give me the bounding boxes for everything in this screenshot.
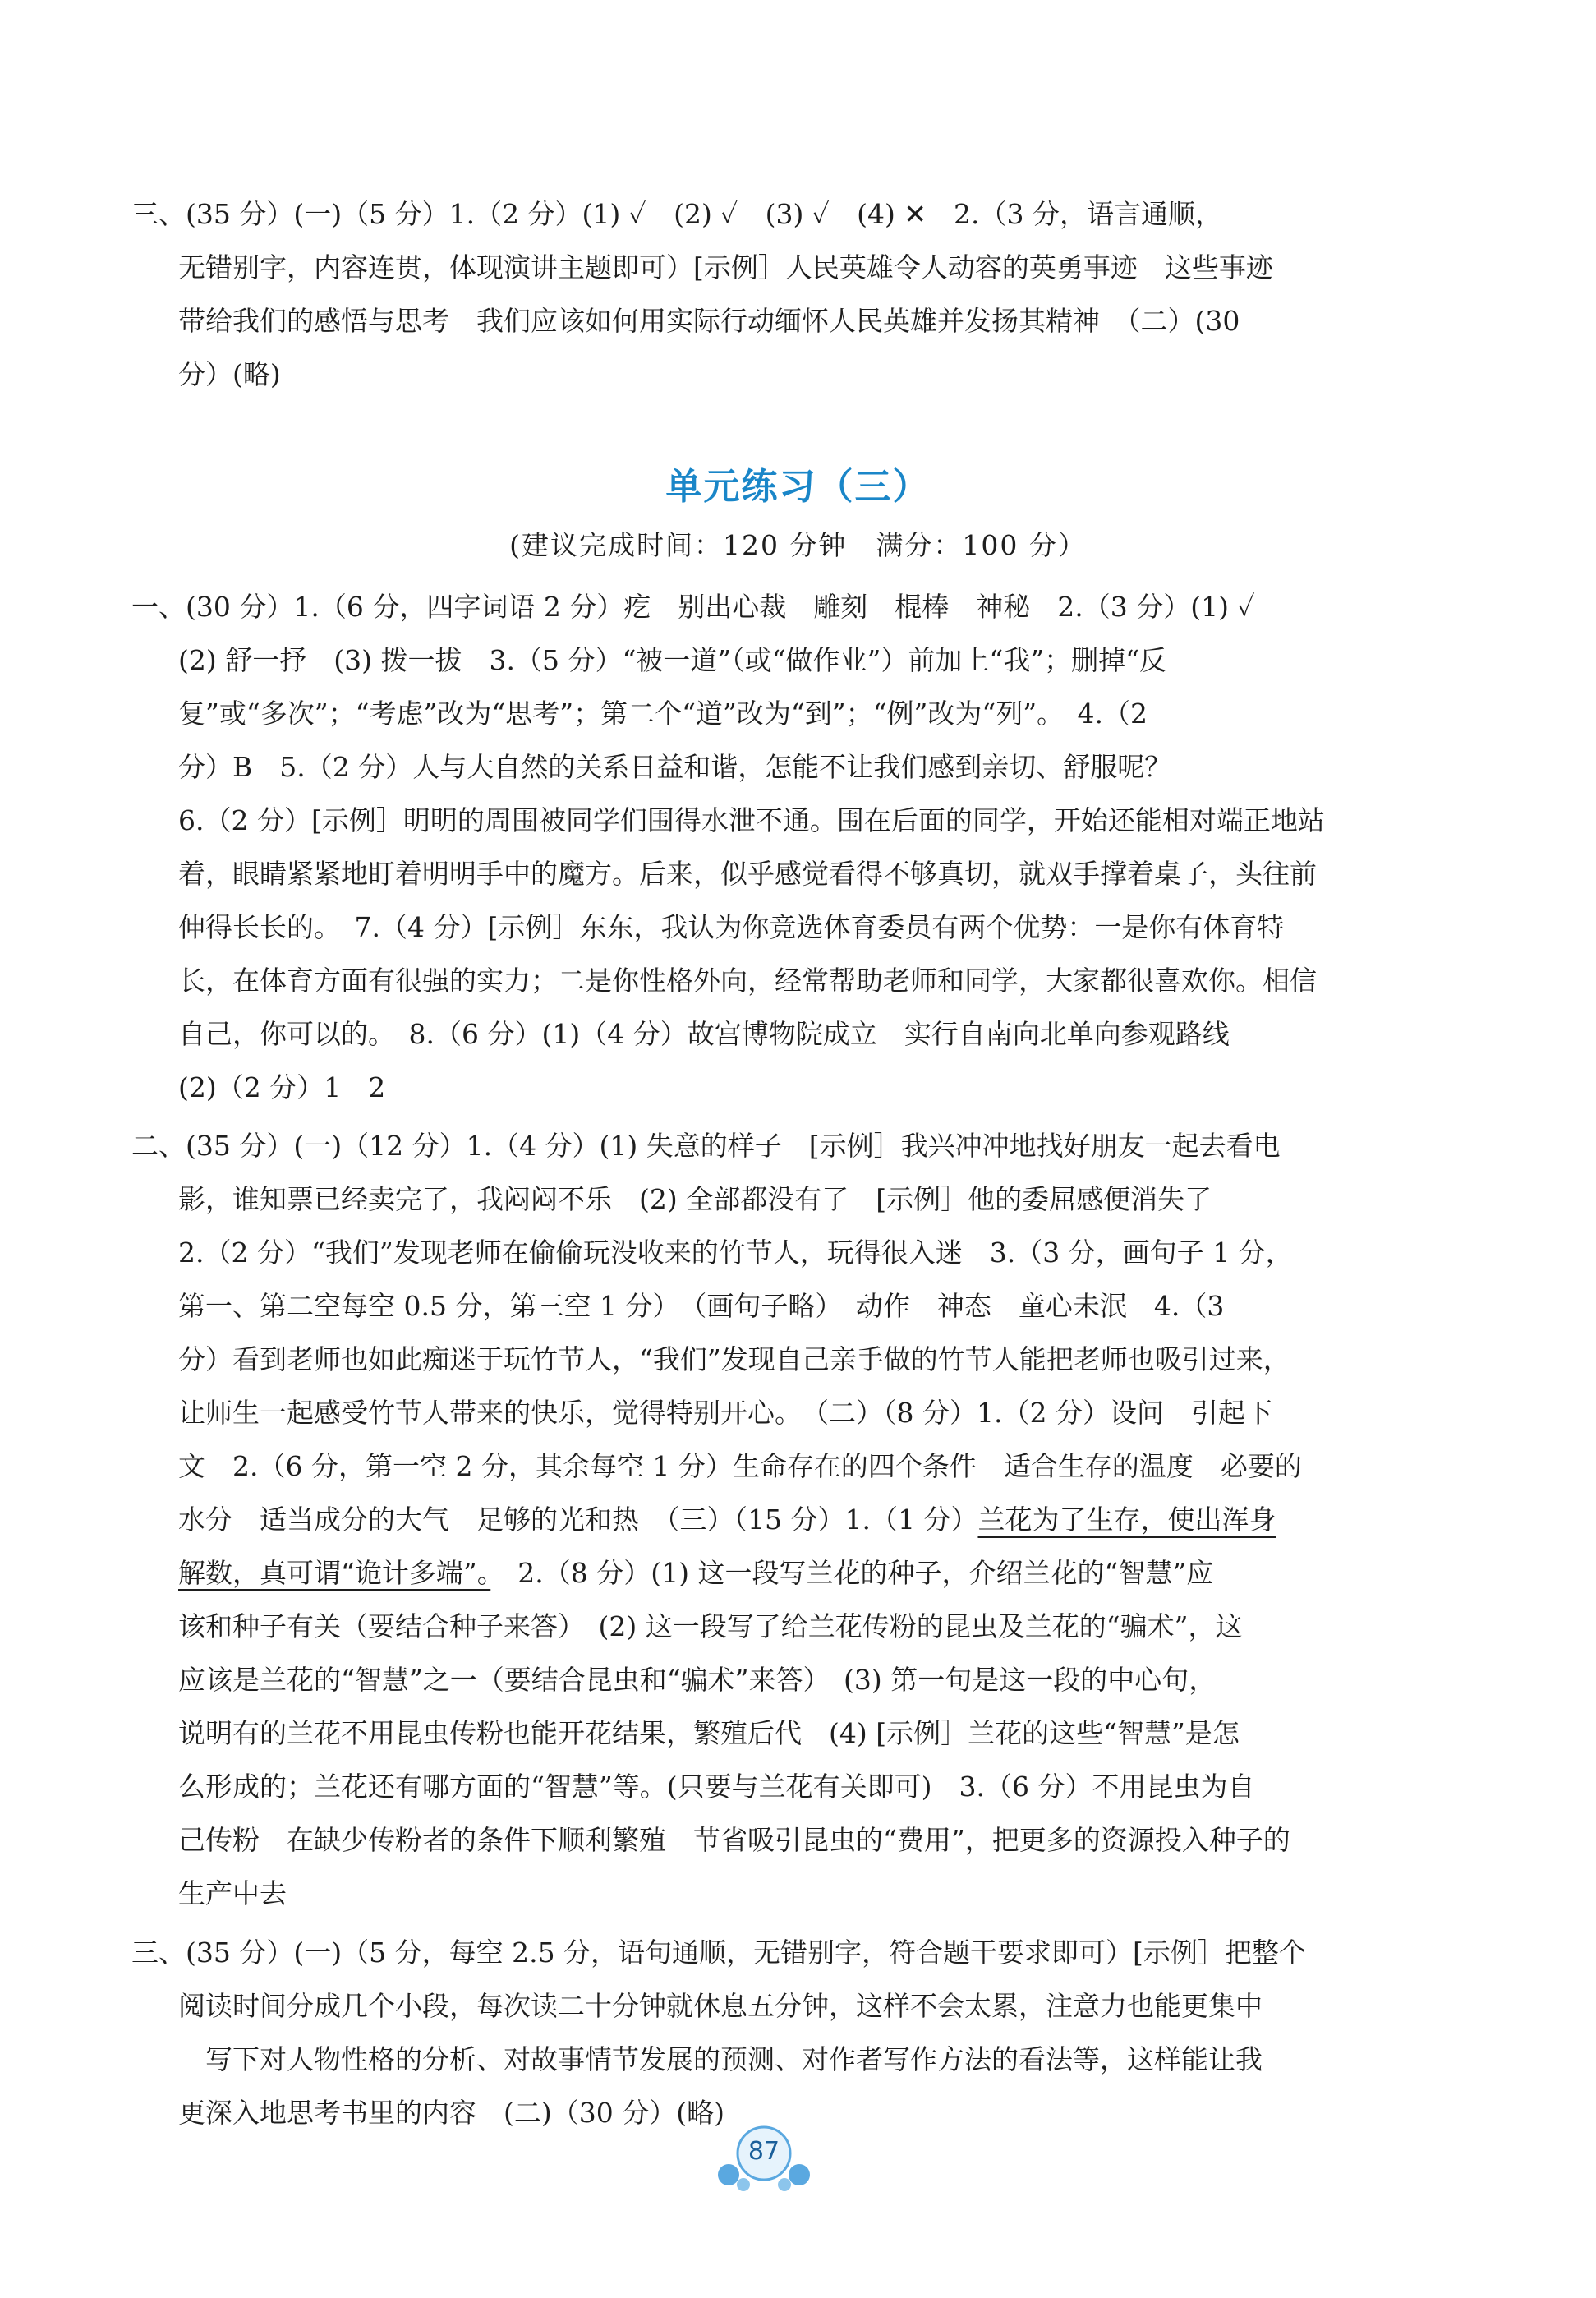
text-line: 让师生一起感受竹节人带来的快乐，觉得特别开心。 （二）（8 分）1.（2 分）设问 引起下 (178, 1397, 1272, 1429)
text-segment: 2.（8 分）(1) 这一段写兰花的种子，介绍兰花的“智慧”应 (490, 1557, 1214, 1589)
text-line: 伸得长长的。 7.（4 分）[示例］东东，我认为你竞选体育委员有两个优势：一是你有体育特 (178, 911, 1285, 943)
text-line: 影，谁知票已经卖完了，我闷闷不乐 (2) 全部都没有了 [示例］他的委屈感便消失了 (178, 1183, 1212, 1215)
text-line (131, 1546, 1446, 1600)
text-line: 无错别字，内容连贯，体现演讲主题即可）[示例］人民英雄令人动容的英勇事迹 这些事迹 (178, 251, 1273, 283)
text-line: 应该是兰花的“智慧”之一（要结合昆虫和“骗术”来答） (3) 第一句是这一段的中心句， (178, 1664, 1217, 1696)
text-line: 阅读时间分成几个小段，每次读二十分钟就休息五分钟，这样不会太累，注意力也能更集中 (178, 1990, 1263, 2022)
prev-section-three (131, 187, 1446, 401)
text-line: 三、(35 分）(一)（5 分）1.（2 分）(1) ✓ (2) ✓ (3) ✓ (4) ✕ 2.（3 分，语言通顺， (131, 198, 1222, 230)
text-line: (2) 舒一抒 (3) 拨一拔 3.（5 分）“被一道”（或“做作业”）前加上“我”；删掉“反 (178, 644, 1167, 676)
text-line: 己传粉 在缺少传粉者的条件下顺利繁殖 节省吸引昆虫的“费用”，把更多的资源投入种子的 (178, 1824, 1290, 1856)
text-line: 自己，你可以的。 8.（6 分）(1)（4 分）故宫博物院成立 实行自南向北单向参观路线 (178, 1018, 1230, 1050)
text-line: 分）(略) (178, 358, 281, 390)
text-line: (2)（2 分）1 2 (178, 1071, 386, 1103)
text-line: 文 2.（6 分，第一空 2 分，其余每空 1 分）生命存在的四个条件 适合生存的温度 必要的 (178, 1450, 1302, 1482)
part-one (131, 580, 1446, 1114)
text-line: 分）B 5.（2 分）人与大自然的关系日益和谐，怎能不让我们感到亲切、舒服呢？ (178, 751, 1172, 783)
text-segment: 水分 适当成分的大气 足够的光和热 （三）（15 分）1.（1 分） (178, 1504, 978, 1536)
unit-title: 单元练习（三） (665, 466, 931, 508)
text-line: 生产中去 (178, 1877, 287, 1909)
text-line: 分）看到老师也如此痴迷于玩竹节人，“我们”发现自己亲手做的竹节人能把老师也吸引过来， (178, 1343, 1290, 1375)
text-line: 该和种子有关（要结合种子来答） (2) 这一段写了给兰花传粉的昆虫及兰花的“骗术”，这 (178, 1610, 1243, 1642)
text-line: 一、(30 分）1.（6 分，四字词语 2 分）疙 别出心裁 雕刻 棍棒 神秘 2.（3 分）(1) ✓ (131, 591, 1255, 623)
text-line: 更深入地思考书里的内容 (二)（30 分）(略) (178, 2097, 724, 2129)
text-line: 么形成的；兰花还有哪方面的“智慧”等。(只要与兰花有关即可) 3.（6 分）不用昆虫为自 (178, 1771, 1255, 1803)
text-line: 2.（2 分）“我们”发现老师在偷偷玩没收来的竹节人，玩得很入迷 3.（3 分，画句子 1 分， (178, 1236, 1293, 1269)
page-number: 87 (747, 2137, 780, 2166)
unit-subtitle: (建议完成时间：120 分钟 满分：100 分） (509, 529, 1087, 561)
part-two (131, 1119, 1446, 1920)
text-line: 写下对人物性格的分析、对故事情节发展的预测、对作者写作方法的看法等，这样能让我 (178, 2043, 1263, 2075)
text-line (131, 1493, 1446, 1546)
underlined-answer: 兰花为了生存，使出浑身 (977, 1504, 1276, 1536)
text-line: 二、(35 分）(一)（12 分）1.（4 分）(1) 失意的样子 [示例］我兴冲冲地找好朋友一起去看电 (131, 1130, 1281, 1162)
text-line: 6.（2 分）[示例］明明的周围被同学们围得水泄不通。围在后面的同学，开始还能相对端正地站 (178, 804, 1325, 836)
text-line: 说明有的兰花不用昆虫传粉也能开花结果，繁殖后代 (4) [示例］兰花的这些“智慧”是怎 (178, 1717, 1240, 1749)
text-line: 带给我们的感悟与思考 我们应该如何用实际行动缅怀人民英雄并发扬其精神 （二）(30 (178, 305, 1240, 337)
text-line: 复”或“多次”；“考虑”改为“思考”；第二个“道”改为“到”；“例”改为“列”。 4.（2 (178, 698, 1148, 730)
text-line: 着，眼睛紧紧地盯着明明手中的魔方。后来，似乎感觉看得不够真切，就双手撑着桌子，头往前 (178, 858, 1317, 890)
part-three (131, 1926, 1446, 2139)
text-line: 长，在体育方面有很强的实力；二是你性格外向，经常帮助老师和同学，大家都很喜欢你。相信 (178, 965, 1317, 997)
text-line: 第一、第二空每空 0.5 分，第三空 1 分） （画句子略） 动作 神态 童心未泯 4.（3 (178, 1290, 1225, 1322)
underlined-answer: 解数，真可谓“诡计多端”。 (178, 1557, 491, 1589)
text-line: 三、(35 分）(一)（5 分，每空 2.5 分，语句通顺，无错别字，符合题干要求即可）[示例］把整个 (131, 1936, 1306, 1969)
page-number-badge (711, 2124, 817, 2198)
